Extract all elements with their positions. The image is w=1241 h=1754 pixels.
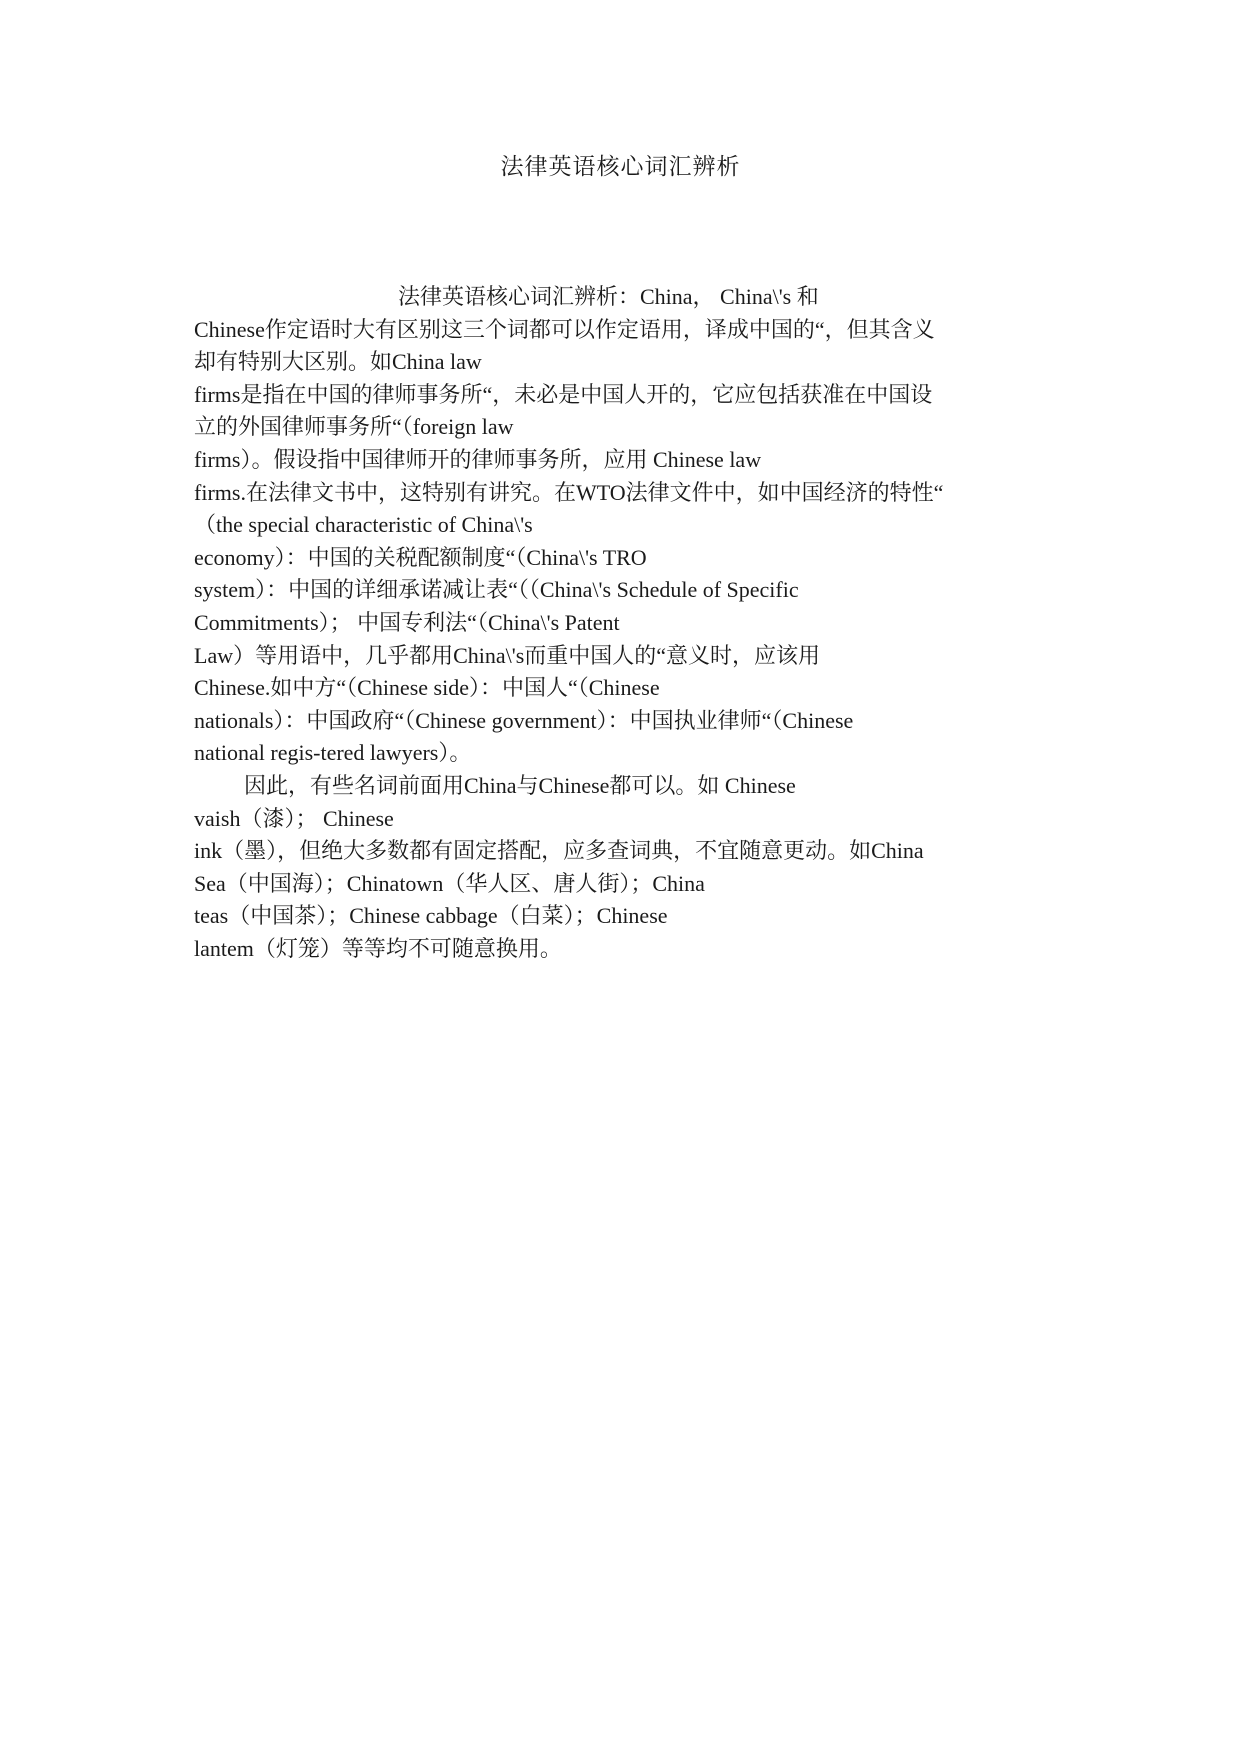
body-text-line: Chinese.如中方“（Chinese side）：中国人“（Chinese — [194, 675, 660, 701]
body-text-line: vaish（漆）； Chinese — [194, 805, 394, 831]
body-text-line: teas（中国茶）；Chinese cabbage（白菜）；Chinese — [194, 903, 668, 929]
body-text-line: lantem（灯笼）等等均不可随意换用。 — [194, 935, 562, 961]
document-body — [194, 281, 1074, 965]
body-text-line: Commitments）； 中国专利法“（China\'s Patent — [194, 609, 620, 635]
body-text-line: national regis-tered lawyers）。 — [194, 740, 472, 766]
document-title: 法律英语核心词汇辨析 — [500, 154, 741, 179]
body-text-line: 因此，有些名词前面用China与Chinese都可以。如 Chinese — [244, 772, 796, 798]
body-text-line: firms是指在中国的律师事务所“，未必是中国人开的，它应包括获准在中国设 — [194, 381, 933, 407]
body-text-line: ink（墨），但绝大多数都有固定搭配，应多查词典，不宜随意更动。如China — [194, 838, 924, 864]
body-text-line: system）：中国的详细承诺减让表“（（China\'s Schedule of Specific — [194, 577, 799, 603]
body-text-line: Sea（中国海）；Chinatown（华人区、唐人街）；China — [194, 870, 705, 896]
body-text-line: （the special characteristic of China\'s — [194, 512, 533, 538]
body-text-line: firms.在法律文书中，这特别有讲究。在WTO法律文件中，如中国经济的特性“ — [194, 479, 944, 505]
body-text-line: 立的外国律师事务所“（foreign law — [194, 414, 514, 440]
body-text-line: Law）等用语中，几乎都用China\'s而重中国人的“意义时，应该用 — [194, 642, 821, 668]
body-text-line: 却有特别大区别。如China law — [194, 349, 482, 375]
body-text-line: Chinese作定语时大有区别这三个词都可以作定语用，译成中国的“，但其含义 — [194, 316, 935, 342]
body-text-line: nationals）：中国政府“（Chinese government）：中国执业律师“（Chinese — [194, 707, 854, 733]
section-heading-line: 法律英语核心词汇辨析：China， China\'s 和 — [398, 284, 819, 309]
body-text-line: firms）。假设指中国律师开的律师事务所，应用 Chinese law — [194, 446, 762, 472]
body-text-line: economy）：中国的关税配额制度“（China\'s TRO — [194, 544, 647, 570]
